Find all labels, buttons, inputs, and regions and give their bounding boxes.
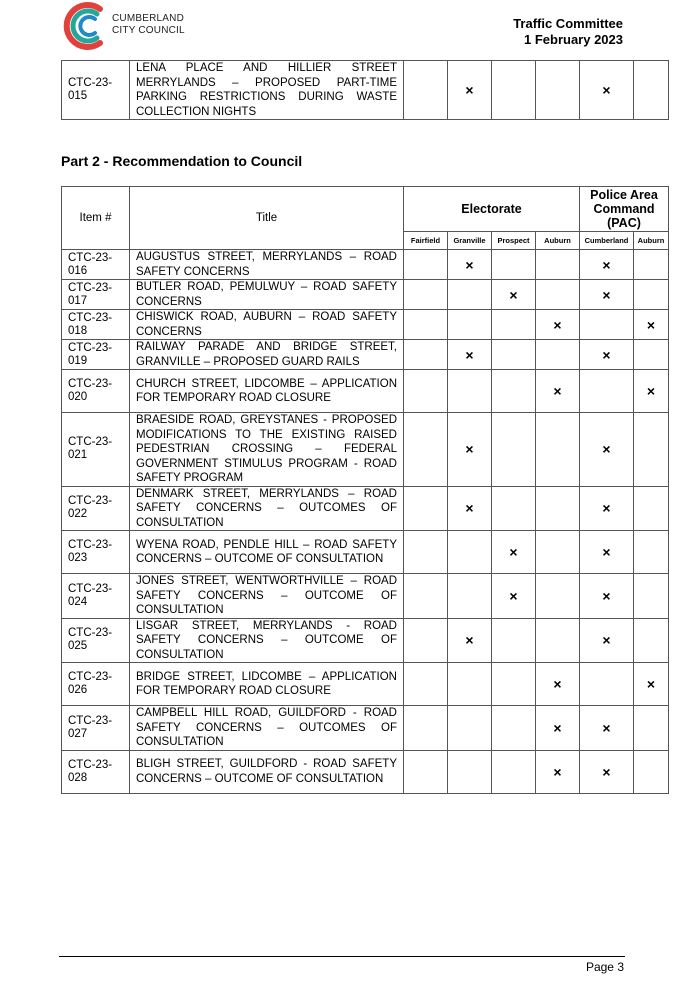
empty-cell [492,706,536,751]
empty-cell [448,310,492,340]
item-title: WYENA ROAD, PENDLE HILL – ROAD SAFETY CONCERNS – OUTCOME OF CONSULTATION [130,531,404,574]
item-id: CTC-23-023 [62,531,130,574]
item-title: BUTLER ROAD, PEMULWUY – ROAD SAFETY CONCERNS [130,280,404,310]
item-id: CTC-23-024 [62,574,130,619]
empty-cell [404,531,448,574]
table-row [62,574,669,619]
empty-cell [492,413,536,487]
item-id: CTC-23-027 [62,706,130,751]
cross-mark: × [536,310,580,340]
table-row [62,413,669,487]
pac-header: Police Area Command (PAC) [580,187,669,232]
cross-mark: × [448,61,492,120]
cross-mark: × [536,663,580,706]
cross-mark: × [580,486,634,531]
empty-cell [536,574,580,619]
cross-mark: × [580,531,634,574]
empty-cell [492,310,536,340]
empty-cell [634,531,669,574]
table-row [62,340,669,370]
sub-header-prospect: Prospect [492,232,536,250]
empty-cell [536,280,580,310]
cross-mark: × [580,250,634,280]
item-id: CTC-23-020 [62,370,130,413]
cross-mark: × [492,531,536,574]
item-title: CHISWICK ROAD, AUBURN – ROAD SAFETY CONCERNS [130,310,404,340]
item-id: CTC-23-021 [62,413,130,487]
empty-cell [448,574,492,619]
empty-cell [448,531,492,574]
sub-header-auburn-electorate: Auburn [536,232,580,250]
item-title: RAILWAY PARADE AND BRIDGE STREET, GRANVILLE – PROPOSED GUARD RAILS [130,340,404,370]
item-title: BLIGH STREET, GUILDFORD - ROAD SAFETY CONCERNS – OUTCOME OF CONSULTATION [130,750,404,793]
item-title: CAMPBELL HILL ROAD, GUILDFORD - ROAD SAFETY CONCERNS – OUTCOMES OF CONSULTATION [130,706,404,751]
empty-cell [404,250,448,280]
table-row [62,280,669,310]
empty-cell [404,706,448,751]
empty-cell [634,340,669,370]
table-row [62,750,669,793]
item-id: CTC-23-028 [62,750,130,793]
empty-cell [404,486,448,531]
item-id: CTC-23-025 [62,618,130,663]
page-number: Page 3 [585,960,624,974]
empty-cell [448,280,492,310]
empty-cell [536,486,580,531]
item-title: CHURCH STREET, LIDCOMBE – APPLICATION FOR TEMPORARY ROAD CLOSURE [130,370,404,413]
empty-cell [492,750,536,793]
empty-cell [536,340,580,370]
cross-mark: × [634,310,669,340]
empty-cell [404,413,448,487]
empty-cell [404,574,448,619]
table-row [62,663,669,706]
item-title: BRAESIDE ROAD, GREYSTANES - PROPOSED MODIFICATIONS TO THE EXISTING RAISED PEDESTRIAN CROSSING – FEDERAL GOVERNMENT STIMULUS PROGRAM - ROAD SAFETY PROGRAM [130,413,404,487]
sub-header-fairfield: Fairfield [404,232,448,250]
item-id: CTC-23-019 [62,340,130,370]
empty-cell [448,370,492,413]
item-id: CTC-23-026 [62,663,130,706]
empty-cell [404,663,448,706]
cross-mark: × [492,574,536,619]
empty-cell [492,61,536,120]
item-title: LISGAR STREET, MERRYLANDS - ROAD SAFETY CONCERNS – OUTCOME OF CONSULTATION [130,618,404,663]
sub-header-cumberland: Cumberland [580,232,634,250]
empty-cell [404,61,448,120]
item-title: DENMARK STREET, MERRYLANDS – ROAD SAFETY CONCERNS – OUTCOMES OF CONSULTATION [130,486,404,531]
item-header: Item # [62,187,130,250]
empty-cell [536,413,580,487]
cross-mark: × [536,706,580,751]
table-row [62,250,669,280]
empty-cell [580,370,634,413]
empty-cell [448,663,492,706]
cross-mark: × [448,486,492,531]
empty-cell [634,750,669,793]
cross-mark: × [580,413,634,487]
electorate-header: Electorate [404,187,580,232]
cross-mark: × [448,413,492,487]
empty-cell [404,750,448,793]
cross-mark: × [580,280,634,310]
cross-mark: × [448,340,492,370]
empty-cell [492,250,536,280]
cross-mark: × [634,370,669,413]
empty-cell [634,486,669,531]
council-logo [62,0,110,52]
empty-cell [634,706,669,751]
item-id: CTC-23-016 [62,250,130,280]
empty-cell [404,370,448,413]
cross-mark: × [580,61,634,120]
table-row [62,61,669,120]
item-title: LENA PLACE AND HILLIER STREET MERRYLANDS – PROPOSED PART-TIME PARKING RESTRICTIONS DURING WASTE COLLECTION NIGHTS [130,61,404,120]
item-title: JONES STREET, WENTWORTHVILLE – ROAD SAFETY CONCERNS – OUTCOME OF CONSULTATION [130,574,404,619]
table-row [62,706,669,751]
item-title: BRIDGE STREET, LIDCOMBE – APPLICATION FOR TEMPORARY ROAD CLOSURE [130,663,404,706]
committee-header [513,16,623,48]
cross-mark: × [448,618,492,663]
empty-cell [634,280,669,310]
council-name [112,13,185,37]
cross-mark: × [448,250,492,280]
committee-title: Traffic Committee [513,16,623,31]
item-id: CTC-23-022 [62,486,130,531]
empty-cell [448,750,492,793]
cross-mark: × [536,370,580,413]
cross-mark: × [580,340,634,370]
table-row [62,531,669,574]
empty-cell [580,310,634,340]
empty-cell [536,531,580,574]
council-name-line1: CUMBERLAND [112,13,185,24]
empty-cell [536,250,580,280]
part2-table [61,186,669,794]
empty-cell [448,706,492,751]
cross-mark: × [536,750,580,793]
empty-cell [536,61,580,120]
empty-cell [404,310,448,340]
item-id: CTC-23-018 [62,310,130,340]
cross-mark: × [580,706,634,751]
sub-header-granville: Granville [448,232,492,250]
empty-cell [492,618,536,663]
cross-mark: × [634,663,669,706]
part2-heading: Part 2 - Recommendation to Council [61,153,303,169]
cross-mark: × [580,574,634,619]
empty-cell [536,618,580,663]
table-row [62,618,669,663]
table-row [62,486,669,531]
sub-header-auburn-pac: Auburn [634,232,669,250]
empty-cell [492,486,536,531]
empty-cell [580,663,634,706]
footer-divider [59,956,625,957]
item-title: AUGUSTUS STREET, MERRYLANDS – ROAD SAFETY CONCERNS [130,250,404,280]
empty-cell [404,280,448,310]
empty-cell [634,250,669,280]
cross-mark: × [580,750,634,793]
empty-cell [404,618,448,663]
empty-cell [634,413,669,487]
empty-cell [634,574,669,619]
title-header: Title [130,187,404,250]
table-row [62,310,669,340]
part1-table [61,60,669,120]
council-name-line2: CITY COUNCIL [112,25,185,36]
meeting-date: 1 February 2023 [523,32,623,47]
empty-cell [404,340,448,370]
item-id: CTC-23-017 [62,280,130,310]
empty-cell [634,618,669,663]
empty-cell [634,61,669,120]
item-id: CTC-23-015 [62,61,130,120]
cross-mark: × [492,280,536,310]
empty-cell [492,663,536,706]
table-row [62,370,669,413]
empty-cell [492,370,536,413]
empty-cell [492,340,536,370]
cross-mark: × [580,618,634,663]
